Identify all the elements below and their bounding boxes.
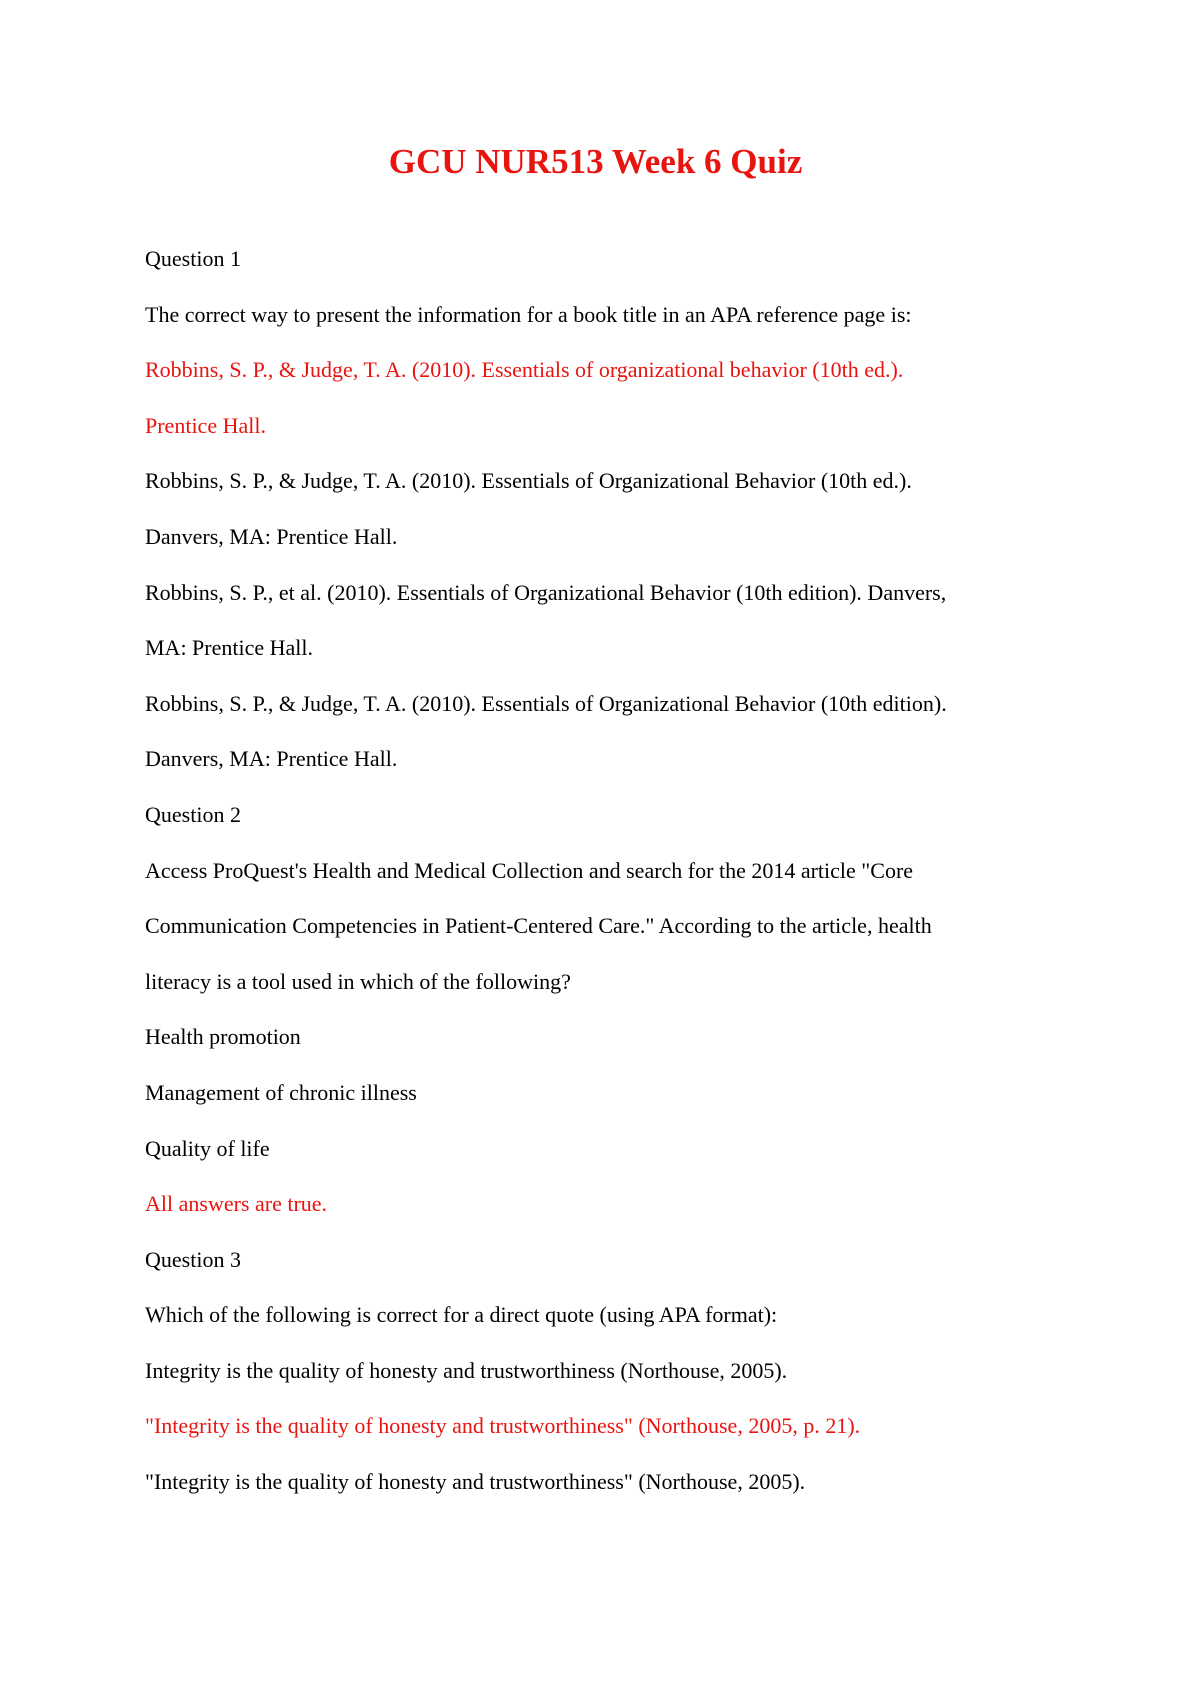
answer-option: Danvers, MA: Prentice Hall.: [145, 523, 398, 549]
answer-option: MA: Prentice Hall.: [145, 635, 314, 661]
question-text: Communication Competencies in Patient-Centered Care." According to the article, health: [145, 913, 932, 939]
question-text: Access ProQuest's Health and Medical Collection and search for the 2014 article "Core: [145, 857, 914, 883]
question-text: Which of the following is correct for a direct quote (using APA format):: [145, 1302, 778, 1328]
answer-option: Robbins, S. P., et al. (2010). Essentials of Organizational Behavior (10th edition). Danvers,: [145, 579, 947, 605]
answer-option: Health promotion: [145, 1024, 301, 1050]
answer-option: Danvers, MA: Prentice Hall.: [145, 746, 398, 772]
answer-option: Robbins, S. P., & Judge, T. A. (2010). Essentials of Organizational Behavior (10th ed.).: [145, 468, 912, 494]
answer-option: Integrity is the quality of honesty and trustworthiness (Northouse, 2005).: [145, 1357, 788, 1383]
question-text: The correct way to present the information for a book title in an APA reference page is:: [145, 301, 912, 327]
correct-answer: "Integrity is the quality of honesty and trustworthiness" (Northouse, 2005, p. 21).: [145, 1413, 861, 1439]
answer-option: Quality of life: [145, 1135, 270, 1161]
correct-answer: Prentice Hall.: [145, 412, 266, 438]
answer-option: Management of chronic illness: [145, 1079, 417, 1105]
answer-option: Robbins, S. P., & Judge, T. A. (2010). Essentials of Organizational Behavior (10th edition).: [145, 690, 947, 716]
document-body: [145, 244, 1065, 1523]
correct-answer: All answers are true.: [145, 1191, 328, 1217]
question-heading: Question 3: [145, 1246, 241, 1272]
question-heading: Question 2: [145, 801, 241, 827]
question-text: literacy is a tool used in which of the following?: [145, 968, 571, 994]
document-title: GCU NUR513 Week 6 Quiz: [388, 142, 803, 181]
answer-option: "Integrity is the quality of honesty and trustworthiness" (Northouse, 2005).: [145, 1469, 806, 1495]
question-heading: Question 1: [145, 246, 241, 271]
correct-answer: Robbins, S. P., & Judge, T. A. (2010). Essentials of organizational behavior (10th ed.).: [145, 357, 904, 383]
